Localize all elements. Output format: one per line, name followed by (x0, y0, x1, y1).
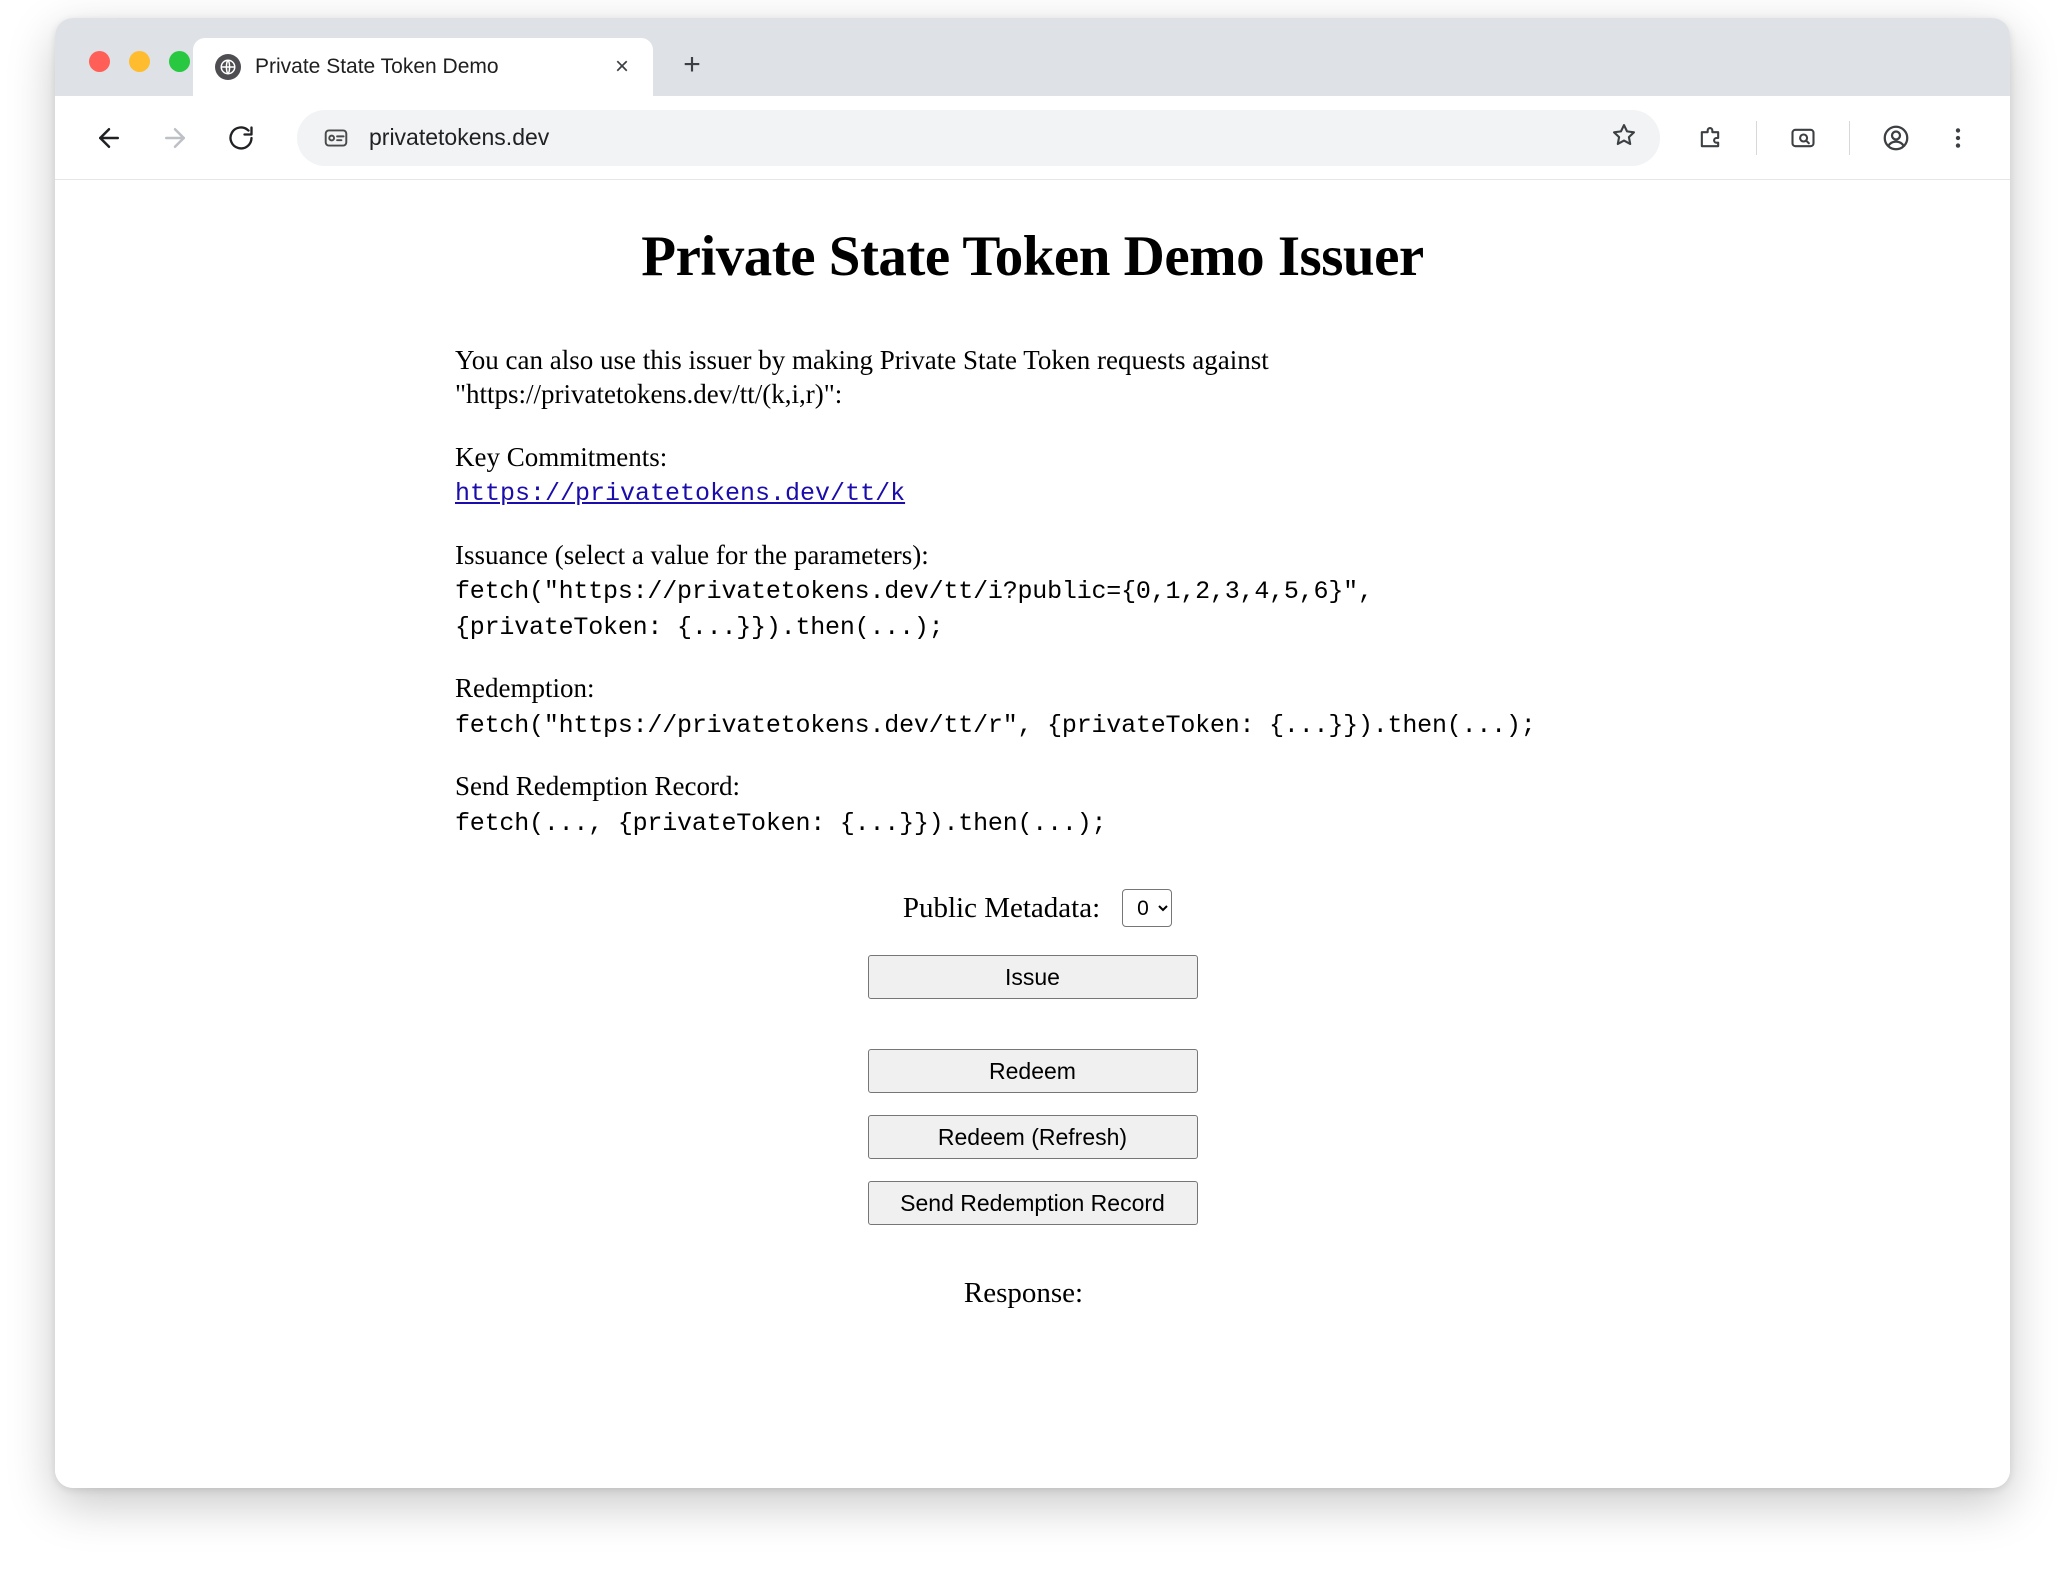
browser-menu-icon[interactable] (1932, 112, 1984, 164)
redemption-code: fetch("https://privatetokens.dev/tt/r", {privateToken: {...}}).then(...); (455, 710, 1536, 740)
redemption-label: Redemption: (455, 673, 595, 704)
redemption-block (455, 671, 2010, 741)
public-metadata-label: Public Metadata: (902, 891, 1101, 924)
reload-icon[interactable] (213, 110, 269, 166)
page-body (455, 343, 2010, 839)
send-record-block (455, 769, 2010, 839)
tab-strip (55, 18, 2010, 96)
response-label: Response: (963, 1277, 1084, 1310)
intro-line-2: "https://privatetokens.dev/tt/(k,i,r)": (455, 379, 843, 410)
close-tab-button[interactable]: × (614, 53, 629, 80)
issuance-block (455, 538, 2010, 644)
forward-icon[interactable] (147, 110, 203, 166)
issue-button[interactable]: Issue (868, 955, 1198, 999)
browser-window (55, 18, 2010, 1488)
send-record-label: Send Redemption Record: (455, 771, 740, 802)
key-commitments-link[interactable]: https://privatetokens.dev/tt/k (455, 478, 906, 508)
page-content (55, 180, 2010, 1488)
address-bar[interactable] (297, 110, 1660, 166)
send-redemption-record-button[interactable]: Send Redemption Record (868, 1181, 1198, 1225)
extensions-icon[interactable] (1684, 112, 1736, 164)
demo-controls (55, 889, 2010, 1310)
url-text[interactable]: privatetokens.dev (369, 124, 550, 150)
close-window-button[interactable] (89, 51, 110, 72)
toolbar-divider (1756, 121, 1757, 155)
intro-paragraph (455, 343, 2010, 412)
page-title: Private State Token Demo Issuer (641, 225, 1424, 288)
tab-title: Private State Token Demo (255, 55, 499, 78)
key-commitments-label: Key Commitments: (455, 441, 668, 472)
browser-toolbar (55, 96, 2010, 180)
bookmark-star-icon[interactable] (1610, 121, 1638, 154)
back-icon[interactable] (81, 110, 137, 166)
new-tab-button[interactable]: + (683, 48, 701, 81)
key-commitments-block (455, 440, 2010, 510)
site-info-icon[interactable] (323, 125, 349, 151)
issuance-code-line-2: {privateToken: {...}}).then(...); (455, 612, 944, 642)
issuance-code-line-1: fetch("https://privatetokens.dev/tt/i?public={0,1,2,3,4,5,6}", (455, 576, 1373, 606)
issuance-label: Issuance (select a value for the parameters): (455, 539, 929, 570)
redeem-button[interactable]: Redeem (868, 1049, 1198, 1093)
window-controls (89, 51, 190, 72)
toolbar-divider-2 (1849, 121, 1850, 155)
maximize-window-button[interactable] (169, 51, 190, 72)
profile-avatar-icon[interactable] (1870, 112, 1922, 164)
minimize-window-button[interactable] (129, 51, 150, 72)
redeem-refresh-button[interactable]: Redeem (Refresh) (868, 1115, 1198, 1159)
tab-search-icon[interactable] (1777, 112, 1829, 164)
browser-tab[interactable] (193, 38, 653, 96)
intro-line-1: You can also use this issuer by making Private State Token requests against (455, 345, 1269, 375)
public-metadata-select[interactable] (1122, 889, 1172, 927)
public-metadata-row (903, 889, 1172, 927)
globe-icon (215, 54, 241, 80)
send-record-code: fetch(..., {privateToken: {...}}).then(...); (455, 808, 1107, 838)
